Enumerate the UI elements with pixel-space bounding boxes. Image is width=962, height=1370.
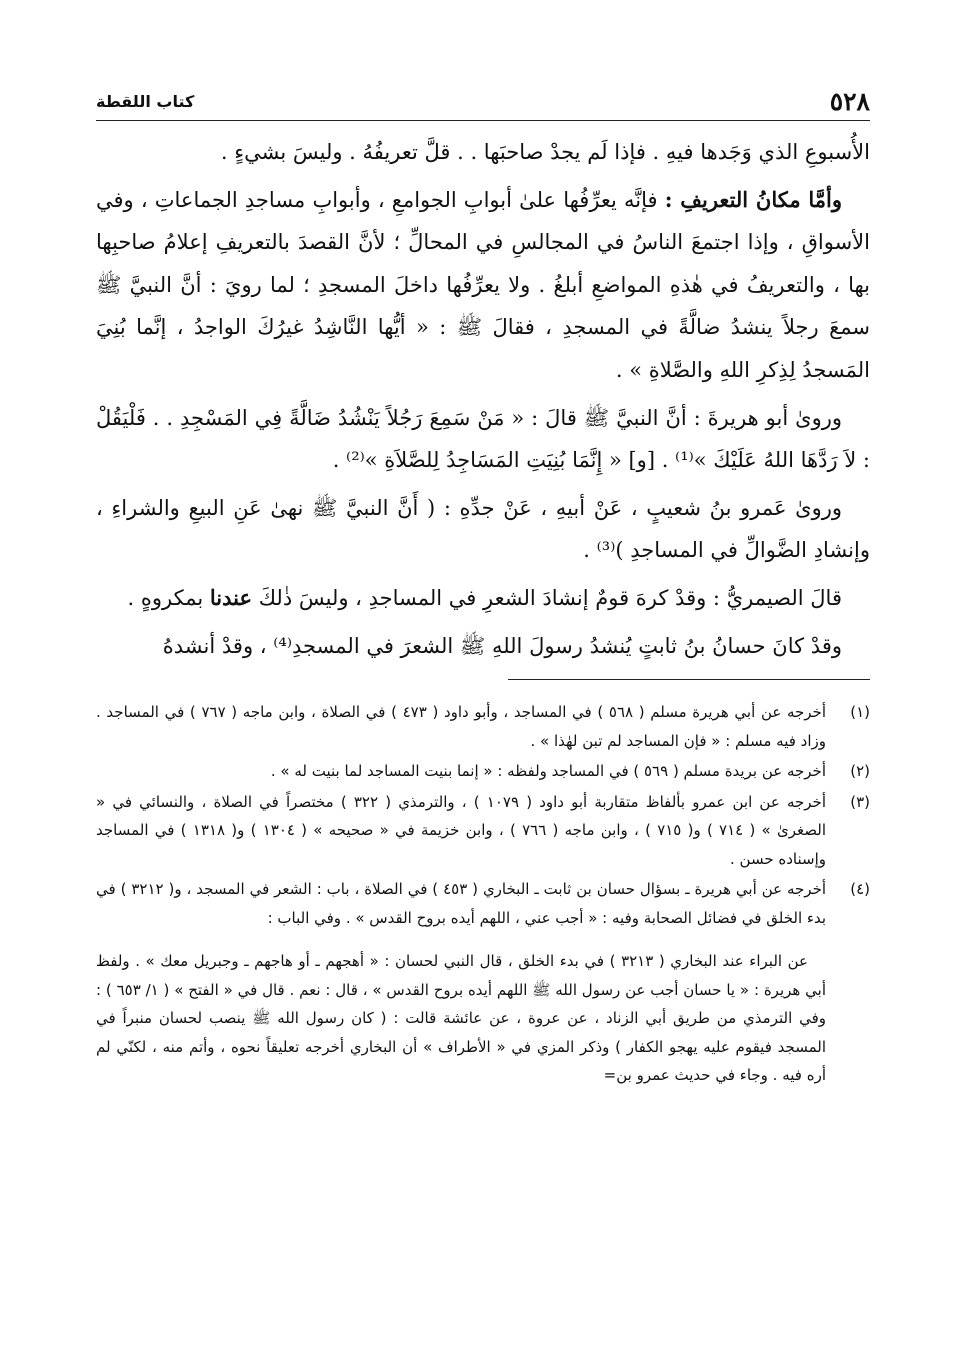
footnote-text: أخرجه عن بريدة مسلم ( ٥٦٩ ) في المساجد ولفظه : « إنما بنيت المساجد لما بنيت له » . [270, 762, 826, 781]
footnote-3 [96, 788, 870, 874]
page-header [96, 88, 870, 121]
running-title: كتاب اللقطة [96, 92, 195, 111]
paragraph-6: وقدْ كانَ حسانُ بنُ ثابتٍ يُنشدُ رسولَ اللهِ ﷺ الشعرَ في المسجدِ⁽⁴⁾ ، وقدْ أنشدهُ [162, 633, 842, 658]
paragraph-1: الأُسبوعِ الذي وَجَدها فيهِ . فإذا لَم يجدْ صاحبَها . . قلَّ تعريفُهُ . وليسَ بشيءٍ . [220, 140, 870, 164]
paragraph-3: وروىٰ أبو هريرةَ : أنَّ النبيَّ ﷺ قالَ : « مَنْ سَمِعَ رَجُلاً يَنْشُدُ ضَالَّةً فِي المَسْجِدِ . . فَلْيَقُلْ : لاَ رَدَّهَا اللهُ عَلَيْكَ »⁽¹⁾ . [و] « إِنَّمَا بُنِيَتِ المَسَاجِدُ لِلصَّلاَةِ »⁽²⁾ . [96, 405, 870, 473]
footnote-text: أخرجه عن أبي هريرة مسلم ( ٥٦٨ ) في المساجد ، وأبو داود ( ٤٧٣ ) في الصلاة ، وابن ماجه ( ٧٦٧ ) في المساجد . وزاد فيه مسلم : « فإن المساجد لم تبن لهٰذا » . [96, 703, 826, 750]
footnote-number: (١) [850, 703, 870, 722]
footnote-number: (٤) [850, 880, 870, 899]
footnote-separator [508, 679, 870, 680]
footnote-4 [96, 875, 870, 932]
main-text [96, 131, 870, 667]
paragraph-2: وأمَّا مكانُ التعريفِ : فإنَّه يعرِّفُها علىٰ أبوابِ الجوامعِ ، وأبوابِ مساجدِ الجماعاتِ ، وفي الأسواقِ ، وإذا اجتمعَ الناسُ في المجالسِ في المحالِّ ؛ لأنَّ القصدَ بالتعريفِ إعلامُ صاحبِها بها ، والتعريفُ في هٰذهِ المواضعِ أبلغُ . ولا يعرِّفُها داخلَ المسجدِ ؛ لما رويَ : أنَّ النبيَّ ﷺ سمعَ رجلاً ينشدُ ضالَّةً في المسجدِ ، فقالَ ﷺ : « أيُّها النَّاشِدُ غيرُكَ الواجدُ ، إنَّما بُنِيَ المَسجدُ لِذِكرِ اللهِ والصَّلاةِ » . [96, 186, 870, 382]
footnote-2 [96, 757, 870, 786]
paragraph-5: قالَ الصيمريُّ : وقدْ كرهَ قومٌ إنشادَ الشعرِ في المساجدِ ، وليسَ ذٰلكَ عندنا بمكروهٍ . [127, 584, 842, 610]
footnote-text: أخرجه عن أبي هريرة ـ بسؤال حسان بن ثابت ـ البخاري ( ٤٥٣ ) في الصلاة ، باب : الشعر في المسجد ، و( ٣٢١٢ ) في بدء الخلق في فضائل الصحابة وفيه : « أجب عني ، اللهم أيده بروح القدس » . وفي الباب : [96, 880, 827, 927]
topic-heading: وأمَّا مكانُ التعريفِ : [664, 186, 842, 212]
footnotes [96, 698, 870, 1090]
footnote-number: (٢) [850, 762, 870, 781]
paragraph-4: وروىٰ عَمرو بنُ شعيبٍ ، عَنْ أبيهِ ، عَنْ جدِّهِ : ( أَنَّ النبيَّ ﷺ نهىٰ عَنِ البيعِ والشراءِ ، وإنشادِ الضَّوالِّ في المساجدِ )⁽³⁾ . [96, 495, 870, 563]
book-page [96, 88, 870, 1358]
footnote-number: (٣) [850, 792, 870, 811]
page-number: ٥٢٨ [829, 87, 870, 116]
footnote-1 [96, 698, 870, 755]
footnote-4-continuation: عن البراء عند البخاري ( ٣٢١٣ ) في بدء الخلق ، قال النبي لحسان : « أهجهم ـ أو هاجهم ـ وجبريل معك » . ولفظ أبي هريرة : « يا حسان أجب عن رسول الله ﷺ اللهم أيده بروح القدس » ، قال : نعم . قال في « الفتح » ( ١/ ٦٥٣ ) : وفي الترمذي من طريق أبي الزناد ، عن عروة ، عن عائشة قالت : ( كان رسول الله ﷺ ينصب لحسان منبراً في المسجد فيقوم عليه يهجو الكفار ) وذكر المزي في « الأطراف » أن البخاري أخرجه تعليقاً نحوه ، وأتم منه ، لكنّي لم أره فيه . وجاء في حديث عمرو بن= [96, 952, 826, 1085]
footnote-text: أخرجه عن ابن عمرو بألفاظ متقاربة أبو داود ( ١٠٧٩ ) ، والترمذي ( ٣٢٢ ) مختصراً في الصلاة ، والنسائي في « الصغرىٰ » ( ٧١٤ ) و( ٧١٥ ) ، وابن ماجه ( ٧٦٦ ) ، وابن خزيمة في « صحيحه » ( ١٣٠٤ ) و( ١٣١٨ ) في المساجد وإسناده حسن . [96, 792, 826, 868]
bold-word: عندنا [209, 584, 253, 610]
